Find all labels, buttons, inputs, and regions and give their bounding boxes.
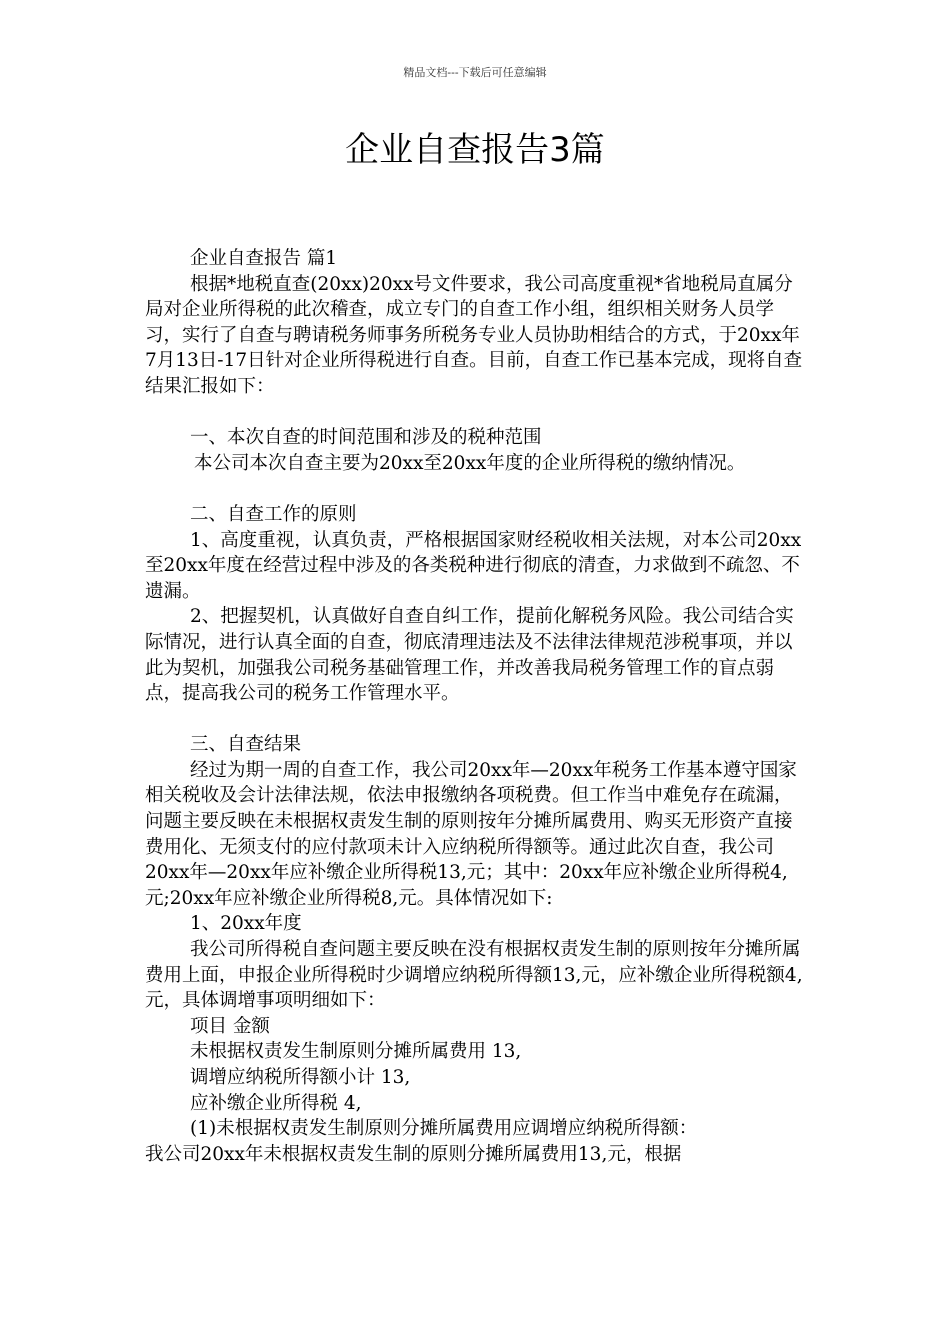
part2-item1: 1、高度重视，认真负责，严格根据国家财经税收相关法规，对本公司20xx至20xx年度在经营过程中涉及的各类税种进行彻底的清查，力求做到不疏忽、不遗漏。 (145, 529, 802, 602)
paragraph-gap (145, 707, 807, 733)
note-line-2: 我公司20xx年未根据权责发生制的原则分摊所属费用13,元，根据 (145, 1143, 682, 1165)
table-row: 调增应纳税所得额小计 13, (190, 1067, 411, 1088)
part2-item2: 2、把握契机，认真做好自查自纠工作，提前化解税务风险。我公司结合实际情况，进行认真全面的自查，彻底清理违法及不法律法律规范涉税事项，并以此为契机，加强我公司税务基础管理工作，并改善我局税务管理工作的盲点弱点，提高我公司的税务工作管理水平。 (145, 606, 794, 705)
part3-paragraph: 经过为期一周的自查工作，我公司20xx年—20xx年税务工作基本遵守国家相关税收及会计法律法规，依法申报缴纳各项税费。但工作当中难免存在疏漏，问题主要反映在未根据权责发生制的原则按年分摊所属费用、购买无形资产直接费用化、无须支付的应付款项未计入应纳税所得额等。通过此次自查，我公司20xx年—20xx年应补缴企业所得税13,元；其中：20xx年应补缴企业所得税4,元;20xx年应补缴企业所得税8,元。具体情况如下: (145, 759, 797, 909)
document-title: 企业自查报告3篇 (345, 130, 605, 170)
year-heading: 1、20xx年度 (190, 913, 302, 935)
year-paragraph: 我公司所得税自查问题主要反映在没有根据权责发生制的原则按年分摊所属费用上面，申报企业所得税时少调增应纳税所得额13,元，应补缴企业所得税额4,元，具体调增事项明细如下： (145, 939, 803, 1012)
page-header-note: 精品文档---下载后可任意编辑 (403, 66, 547, 79)
section-heading: 企业自查报告 篇1 (190, 248, 338, 269)
table-row: 未根据权责发生制原则分摊所属费用 13, (190, 1041, 522, 1063)
note-line-1: (1)未根据权责发生制原则分摊所属费用应调增应纳税所得额： (190, 1118, 698, 1140)
part3-heading: 三、自查结果 (190, 734, 302, 756)
paragraph-gap (145, 400, 807, 426)
paragraph-gap (145, 476, 807, 502)
table-row: 应补缴企业所得税 4, (190, 1092, 362, 1114)
part1-paragraph: 本公司本次自查主要为20xx至20xx年度的企业所得税的缴纳情况。 (194, 452, 746, 474)
part2-heading: 二、自查工作的原则 (190, 503, 357, 525)
table-header-line: 项目 金额 (190, 1015, 270, 1037)
part1-heading: 一、本次自查的时间范围和涉及的税种范围 (190, 427, 542, 449)
intro-paragraph: 根据*地税直查(20xx)20xx号文件要求，我公司高度重视*省地税局直属分局对企业所得税的此次稽查，成立专门的自查工作小组，组织相关财务人员学习，实行了自查与聘请税务师事务所税务专业人员协助相结合的方式，于20xx年7月13日-17日针对企业所得税进行自查。目前，自查工作已基本完成，现将自查结果汇报如下： (145, 273, 803, 397)
document-body (145, 246, 807, 1167)
